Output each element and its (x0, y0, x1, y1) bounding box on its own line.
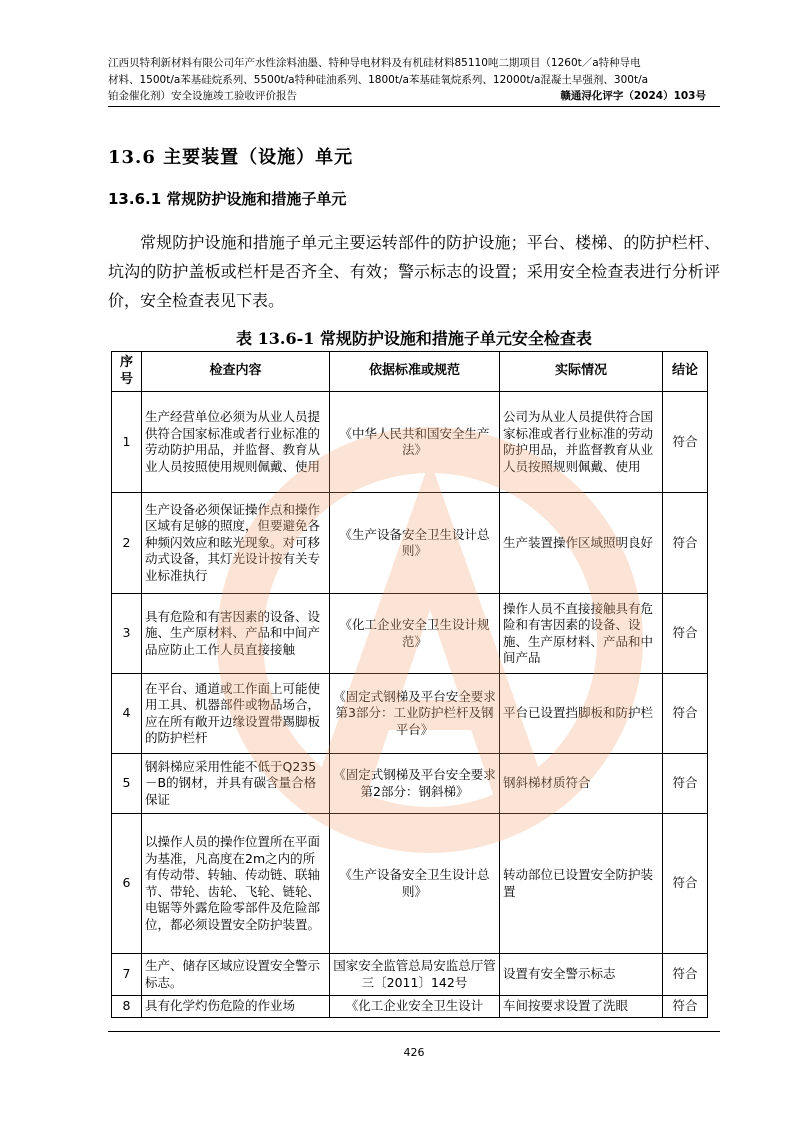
header-line-1: 江西贝特利新材料有限公司年产水性涂料油墨、特种导电材料及有机硅材料85110吨二期项目（1260t／a特种导电 (108, 57, 641, 69)
row-actual: 设置有安全警示标志 (500, 954, 663, 996)
row-standard: 《生产设备安全卫生设计总则》 (330, 493, 500, 594)
row-requirement: 钢斜梯应采用性能不低于Q235－B的钢材，并具有碳含量合格保证 (142, 754, 330, 814)
header-standard: 依据标准或规范 (330, 352, 500, 392)
header-requirement: 检查内容 (142, 352, 330, 392)
row-result: 符合 (663, 754, 708, 814)
row-no: 1 (112, 392, 142, 493)
row-requirement: 在平台、通道或工作面上可能使用工具、机器部件或物品场合，应在所有敞开边缘设置带踢脚板的防护栏杆 (142, 674, 330, 754)
row-actual: 转动部位已设置安全防护装置 (500, 814, 663, 954)
table-row (112, 996, 708, 1018)
row-standard: 《化工企业安全卫生设计规范》 (330, 594, 500, 674)
table-title: 表 13.6-1 常规防护设施和措施子单元安全检查表 (236, 329, 592, 348)
row-actual: 钢斜梯材质符合 (500, 754, 663, 814)
page-header (108, 55, 706, 105)
row-standard: 《化工企业安全卫生设计 (330, 996, 500, 1018)
row-requirement: 生产设备必须保证操作点和操作区域有足够的照度，但要避免各种频闪效应和眩光现象。对可移动式设备，其灯光设计按有关专业标准执行 (142, 493, 330, 594)
table-header-row (112, 352, 708, 392)
row-requirement: 以操作人员的操作位置所在平面为基准，凡高度在2m之内的所有传动带、转轴、传动链、联轴节、带轮、齿轮、飞轮、链轮、电锯等外露危险零部件及危险部位，都必须设置安全防护装置。 (142, 814, 330, 954)
table-row (112, 674, 708, 754)
intro-paragraph: 常规防护设施和措施子单元主要运转部件的防护设施；平台、楼梯、的防护栏杆、坑沟的防护盖板或栏杆是否齐全、有效；警示标志的设置；采用安全检查表进行分析评价，安全检查表见下表。 (108, 233, 720, 310)
row-no: 2 (112, 493, 142, 594)
row-result: 符合 (663, 392, 708, 493)
header-line-3: 铂金催化剂）安全设施竣工验收评价报告 (108, 90, 297, 102)
section-title: 13.6 主要装置（设施）单元 (108, 147, 354, 168)
footer-rule (108, 1031, 720, 1032)
table-row (112, 493, 708, 594)
row-no: 5 (112, 754, 142, 814)
row-requirement: 具有化学灼伤危险的作业场 (142, 996, 330, 1018)
row-standard: 《中华人民共和国安全生产法》 (330, 392, 500, 493)
row-standard: 《固定式钢梯及平台安全要求 第2部分：钢斜梯》 (330, 754, 500, 814)
row-actual: 操作人员不直接接触具有危险和有害因素的设备、设施、生产原材料、产品和中间产品 (500, 594, 663, 674)
row-no: 6 (112, 814, 142, 954)
header-rule (108, 106, 720, 107)
safety-check-table (111, 351, 708, 1018)
row-result: 符合 (663, 954, 708, 996)
row-standard: 《生产设备安全卫生设计总则》 (330, 814, 500, 954)
header-line-2: 材料、1500t/a苯基硅烷系列、5500t/a特种硅油系列、1800t/a苯基硅氧烷系列、12000t/a混凝土早强剂、300t/a (108, 73, 649, 86)
row-actual: 公司为从业人员提供符合国家标准或者行业标准的劳动防护用品，并监督教育从业人员按照规则佩戴、使用 (500, 392, 663, 493)
row-standard: 国家安全监管总局安监总厅管三〔2011〕142号 (330, 954, 500, 996)
table-row (112, 814, 708, 954)
row-requirement: 生产经营单位必须为从业人员提供符合国家标准或者行业标准的劳动防护用品，并监督、教育从业人员按照使用规则佩戴、使用 (142, 392, 330, 493)
row-requirement: 具有危险和有害因素的设备、设施、生产原材料、产品和中间产品应防止工作人员直接接触 (142, 594, 330, 674)
row-standard: 《固定式钢梯及平台安全要求 第3部分：工业防护栏杆及钢平台》 (330, 674, 500, 754)
row-actual: 车间按要求设置了洗眼 (500, 996, 663, 1018)
header-no: 序号 (112, 352, 142, 392)
table-row (112, 392, 708, 493)
row-no: 3 (112, 594, 142, 674)
page-number: 426 (403, 1046, 425, 1059)
row-result: 符合 (663, 814, 708, 954)
row-no: 8 (112, 996, 142, 1018)
row-result: 符合 (663, 674, 708, 754)
row-result: 符合 (663, 996, 708, 1018)
table-row (112, 754, 708, 814)
row-actual: 平台已设置挡脚板和防护栏 (500, 674, 663, 754)
table-row (112, 954, 708, 996)
table-row (112, 594, 708, 674)
row-requirement: 生产、储存区域应设置安全警示标志。 (142, 954, 330, 996)
row-result: 符合 (663, 594, 708, 674)
row-no: 4 (112, 674, 142, 754)
document-code: 赣通浔化评字（2024）103号 (560, 90, 706, 102)
row-no: 7 (112, 954, 142, 996)
row-actual: 生产装置操作区域照明良好 (500, 493, 663, 594)
subsection-title: 13.6.1 常规防护设施和措施子单元 (108, 190, 347, 208)
header-result: 结论 (663, 352, 708, 392)
row-result: 符合 (663, 493, 708, 594)
header-actual: 实际情况 (500, 352, 663, 392)
